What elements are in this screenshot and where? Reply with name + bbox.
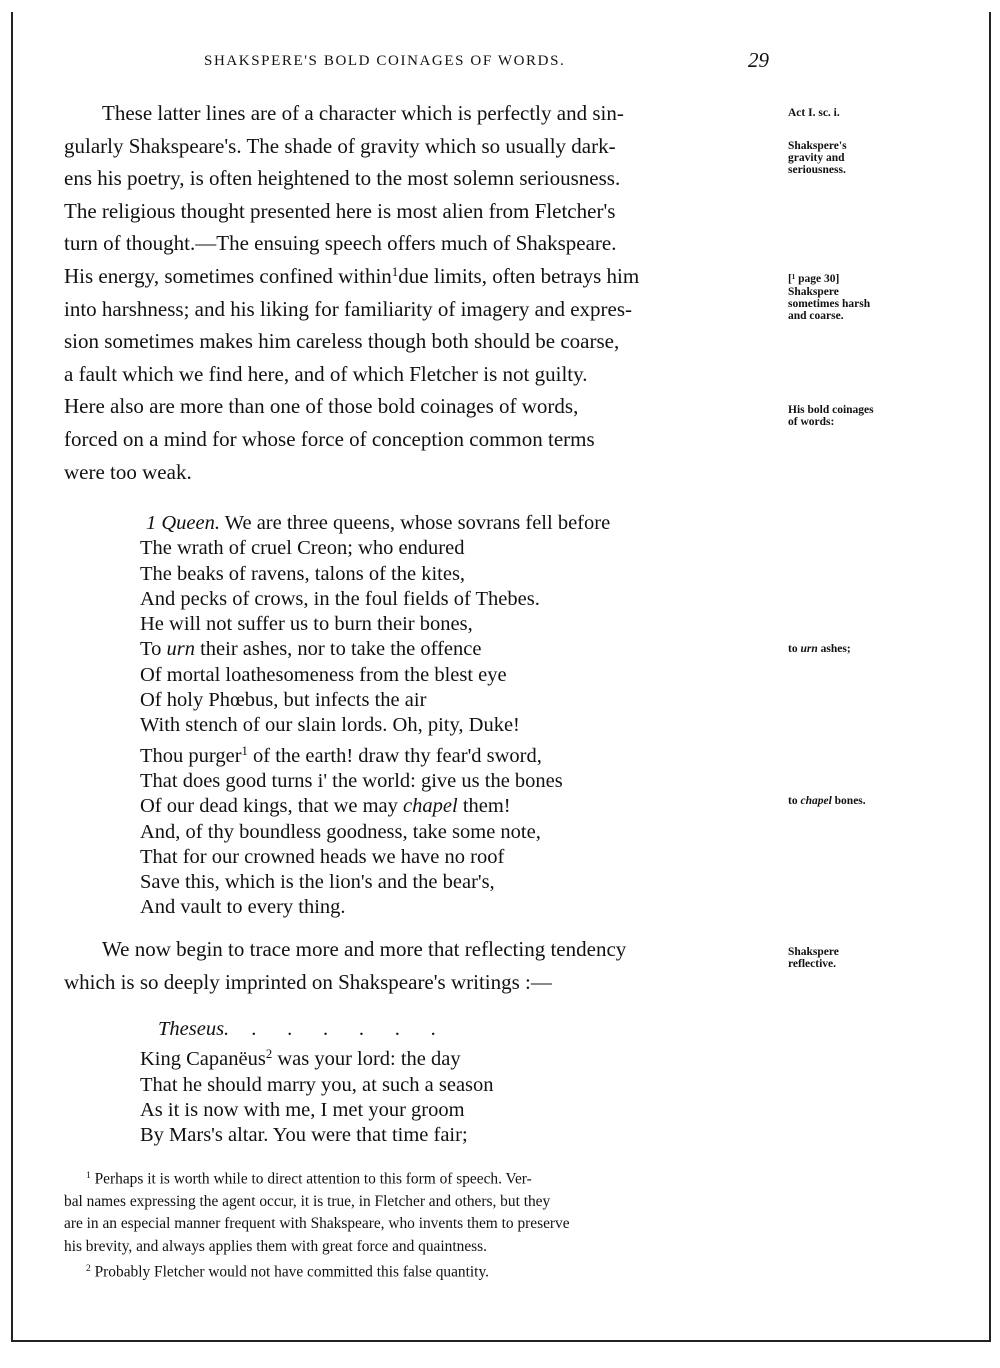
paragraph-2 xyxy=(64,933,774,998)
verse-line: Of holy Phœbus, but infects the air xyxy=(140,689,427,712)
sidenote-text: reflective. xyxy=(788,958,836,970)
footnote-marker: 2 xyxy=(265,1047,273,1062)
speaker-number: 1 xyxy=(146,512,157,534)
sidenote-text: Shakspere xyxy=(788,286,839,298)
text-line: forced on a mind for whose force of conception common terms xyxy=(64,426,595,451)
sidenote-act xyxy=(788,107,898,119)
footnote-marker: 1 xyxy=(241,743,248,758)
page-number: 29 xyxy=(748,48,769,72)
sidenote-fragment: to xyxy=(788,643,801,655)
sidenote-fragment: to xyxy=(788,795,801,807)
verse-line xyxy=(140,637,610,662)
verse-text: them! xyxy=(457,795,511,818)
verse-line: With stench of our slain lords. Oh, pity, Duke! xyxy=(140,714,520,737)
verse-text: To xyxy=(140,638,167,661)
sidenote-text xyxy=(788,795,898,807)
verse-text: of the earth! draw thy fear'd sword, xyxy=(247,744,542,767)
text-line: ens his poetry, is often heightened to the most solemn seriousness. xyxy=(64,166,621,191)
verse-text: We are three queens, whose sovrans fell before xyxy=(220,512,611,534)
sidenote-fragment: bones. xyxy=(831,795,866,807)
sidenote-gravity xyxy=(788,140,898,176)
text-fragment: His energy, sometimes confined within xyxy=(64,263,392,288)
sidenote-text: Shakspere xyxy=(788,946,839,958)
verse-line: Of mortal loathesomeness from the blest eye xyxy=(140,663,507,686)
sidenote-text: seriousness. xyxy=(788,164,846,176)
sidenote-harsh xyxy=(788,286,898,322)
verse-line: And, of thy boundless goodness, take some note, xyxy=(140,820,541,843)
verse-line: As it is now with me, I met your groom xyxy=(140,1098,465,1121)
footnote-number: 2 xyxy=(86,1263,91,1275)
verse-line: And vault to every thing. xyxy=(140,896,346,919)
sidenote-page-ref xyxy=(788,273,898,285)
sidenote-text xyxy=(788,643,898,655)
verse-line: And pecks of crows, in the foul fields of Thebes. xyxy=(140,587,540,610)
ellipsis-dots: . . . . . . xyxy=(251,1018,436,1040)
paragraph-1 xyxy=(64,97,774,488)
sidenote-text: Shakspere's xyxy=(788,140,847,152)
page-header xyxy=(0,48,1000,78)
italic-word: chapel xyxy=(800,795,832,807)
verse-line: Save this, which is the lion's and the bear's, xyxy=(140,871,495,894)
sidenote-coinages xyxy=(788,404,898,428)
text-line: a fault which we find here, and of which Fletcher is not guilty. xyxy=(64,361,588,386)
footnote-number: 1 xyxy=(86,1170,91,1181)
sidenote-text: His bold coinages xyxy=(788,404,874,416)
text-line: into harshness; and his liking for familiarity of imagery and expres- xyxy=(64,296,633,321)
footnote-text: Perhaps it is worth while to direct attention to this form of speech. Ver- xyxy=(94,1170,532,1188)
sidenote-text: of words: xyxy=(788,416,835,428)
sidenote-text: sometimes harsh xyxy=(788,298,871,310)
verse-text: Of our dead kings, that we may xyxy=(140,795,404,818)
footnote-line: are in an especial manner frequent with Shakspeare, who invents them to preserve xyxy=(64,1215,570,1233)
footnote-line: his brevity, and always applies them with great force and quaintness. xyxy=(64,1237,487,1255)
sidenote-text: Act I. sc. i. xyxy=(788,107,840,119)
page-ref-marker: 1 xyxy=(391,263,399,279)
verse-line: He will not suffer us to burn their bones, xyxy=(140,613,473,636)
footnotes xyxy=(64,1165,780,1284)
verse-line: That for our crowned heads we have no roof xyxy=(140,845,505,868)
verse-line xyxy=(140,739,610,769)
verse-line xyxy=(140,1042,494,1072)
text-line: Here also are more than one of those bold coinages of words, xyxy=(64,394,579,419)
verse-line: That does good turns i' the world: give us the bones xyxy=(140,769,563,792)
text-line: We now begin to trace more and more that reflecting tendency xyxy=(102,937,627,961)
footnote-text: Probably Fletcher would not have committed this false quantity. xyxy=(94,1263,490,1281)
sidenote-chapel xyxy=(788,795,898,807)
text-line: The religious thought presented here is most alien from Fletcher's xyxy=(64,198,616,223)
footnote-line: bal names expressing the agent occur, it is true, in Fletcher and others, but they xyxy=(64,1192,551,1210)
verse-line xyxy=(140,511,610,536)
verse-text: their ashes, nor to take the offence xyxy=(194,638,482,661)
verse-line xyxy=(140,1017,494,1042)
text-line: which is so deeply imprinted on Shakspeare's writings :— xyxy=(64,969,552,994)
verse-line: By Mars's altar. You were that time fair; xyxy=(140,1124,468,1147)
sidenote-urn xyxy=(788,643,898,655)
italic-word: urn xyxy=(800,643,818,655)
footnote-line xyxy=(64,1258,780,1284)
sidenote-text: gravity and xyxy=(788,152,845,164)
italic-word: chapel xyxy=(403,795,458,818)
sidenote-text: [¹ page 30] xyxy=(788,273,840,285)
italic-word: urn xyxy=(166,638,195,661)
verse-quotation-2 xyxy=(140,1017,494,1148)
text-line xyxy=(64,260,774,293)
running-title: SHAKSPERE'S BOLD COINAGES OF WORDS. xyxy=(204,53,566,69)
text-line: were too weak. xyxy=(64,459,192,484)
verse-quotation-1 xyxy=(140,511,610,921)
footnote-line xyxy=(64,1165,780,1191)
footnote-1 xyxy=(64,1165,780,1258)
verse-line xyxy=(140,794,610,819)
verse-line: That he should marry you, at such a season xyxy=(140,1073,494,1096)
speaker-name: Queen. xyxy=(161,512,221,534)
speaker-name: Theseus. xyxy=(158,1018,230,1040)
verse-line: The wrath of cruel Creon; who endured xyxy=(140,537,465,560)
footnote-2 xyxy=(64,1258,780,1284)
verse-text: Thou purger xyxy=(140,744,242,767)
sidenote-reflective xyxy=(788,946,898,970)
text-line: sion sometimes makes him careless though both should be coarse, xyxy=(64,329,620,354)
verse-text: King Capanëus xyxy=(140,1048,266,1071)
verse-line: The beaks of ravens, talons of the kites, xyxy=(140,562,466,585)
text-line: These latter lines are of a character which is perfectly and sin- xyxy=(102,101,624,125)
sidenote-fragment: ashes; xyxy=(817,643,851,655)
verse-text: was your lord: the day xyxy=(272,1048,461,1071)
sidenote-text: and coarse. xyxy=(788,310,844,322)
text-line: gularly Shakspeare's. The shade of gravity which so usually dark- xyxy=(64,133,616,158)
text-fragment: due limits, often betrays him xyxy=(398,263,640,288)
text-line: turn of thought.—The ensuing speech offers much of Shakspeare. xyxy=(64,231,617,256)
